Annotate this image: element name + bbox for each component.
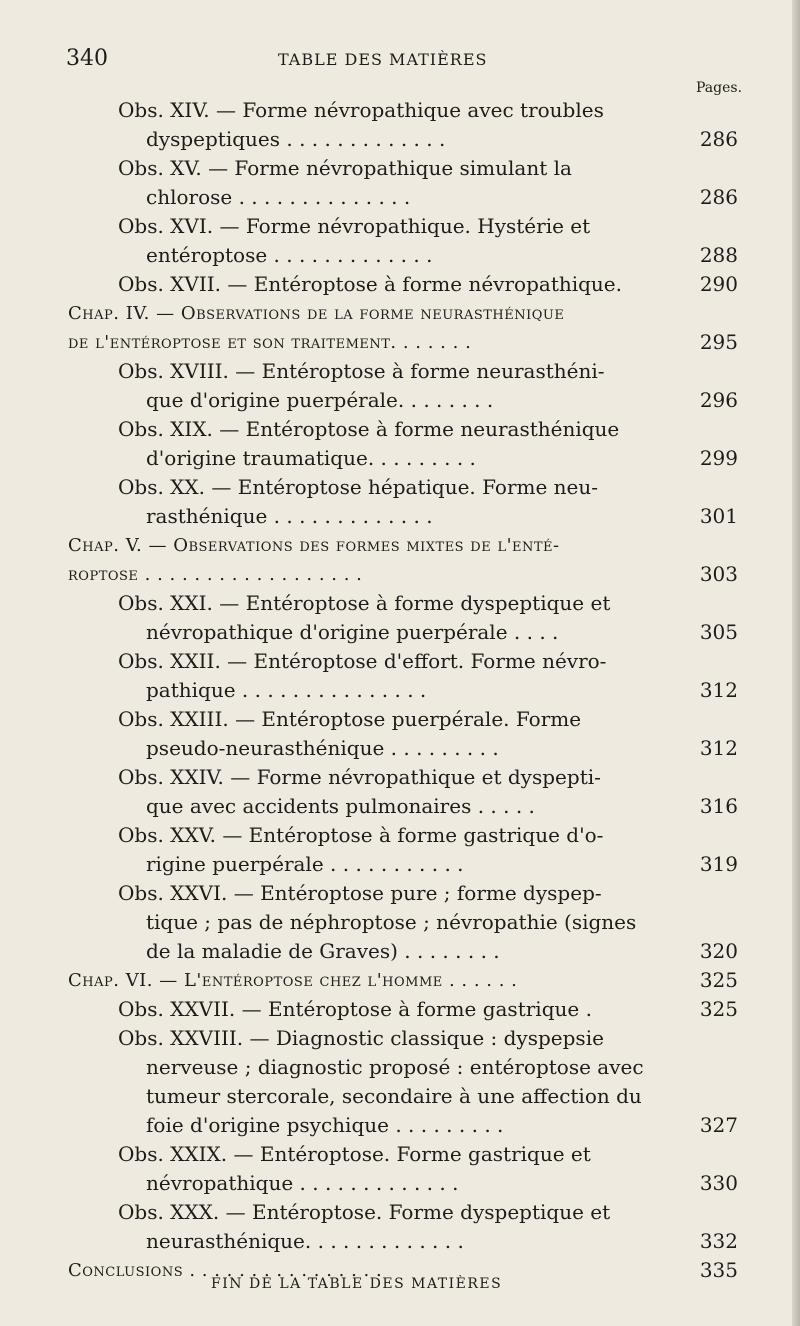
toc-page-number: 335	[699, 1258, 738, 1282]
toc-entry-line	[68, 1111, 738, 1140]
toc-entry-line	[68, 386, 738, 415]
toc-entry-text: d'origine traumatique. . . . . . . . .	[146, 446, 476, 470]
toc-page-number: 286	[699, 185, 738, 209]
toc-page-number: 299	[699, 446, 738, 470]
toc-entry-text: Obs. XXVII. — Entéroptose à forme gastrique .	[118, 997, 592, 1021]
toc-entry-line	[68, 444, 738, 473]
toc-entry-line	[68, 270, 738, 299]
toc-page-number: 320	[699, 939, 738, 963]
toc-entry-text: Obs. XXVIII. — Diagnostic classique : dyspepsie	[118, 1026, 604, 1050]
toc-entry-text: Chap. VI. — L'entéroptose chez l'homme . . . . . .	[68, 970, 518, 991]
toc-entry-line	[68, 1082, 738, 1111]
toc-entry-line	[68, 212, 738, 241]
toc-entry-text: Obs. XXV. — Entéroptose à forme gastrique d'o-	[118, 823, 604, 847]
toc-page-number: 286	[699, 127, 738, 151]
toc-entry-line	[68, 1227, 738, 1256]
toc-entry-line	[68, 183, 738, 212]
toc-entry-text: pseudo-neurasthénique . . . . . . . . .	[146, 736, 499, 760]
toc-entry-text: tumeur stercorale, secondaire à une affection du	[146, 1084, 642, 1108]
toc-page-number: 290	[699, 272, 738, 296]
toc-entry-text: Obs. XVII. — Entéroptose à forme névropathique.	[118, 272, 623, 296]
toc-entry-line	[68, 589, 738, 618]
toc-entry-line	[68, 299, 738, 328]
toc-entry-text: de la maladie de Graves) . . . . . . . .	[146, 939, 500, 963]
toc-entry-line	[68, 995, 738, 1024]
toc-page-number: 330	[699, 1171, 738, 1195]
toc-page-number: 312	[699, 736, 738, 760]
toc-entry-text: Obs. XXIV. — Forme névropathique et dyspepti-	[118, 765, 601, 789]
table-of-contents	[68, 96, 738, 1285]
toc-entry-line	[68, 908, 738, 937]
toc-entry-line	[68, 154, 738, 183]
toc-entry-line	[68, 705, 738, 734]
toc-entry-line	[68, 1140, 738, 1169]
toc-page-number: 303	[699, 562, 738, 586]
toc-entry-text: Obs. XXIII. — Entéroptose puerpérale. Forme	[118, 707, 582, 731]
toc-entry-text: tique ; pas de néphroptose ; névropathie (signes	[146, 910, 637, 934]
toc-entry-line	[68, 676, 738, 705]
toc-entry-text: chlorose . . . . . . . . . . . . . .	[146, 185, 411, 209]
toc-entry-line	[68, 125, 738, 154]
toc-entry-text: nerveuse ; diagnostic proposé : entéroptose avec	[146, 1055, 644, 1079]
toc-entry-line	[68, 1024, 738, 1053]
toc-entry-text: névropathique . . . . . . . . . . . . .	[146, 1171, 459, 1195]
toc-entry-text: Obs. XVI. — Forme névropathique. Hystérie et	[118, 214, 591, 238]
toc-page-number: 312	[699, 678, 738, 702]
toc-entry-text: Chap. IV. — Observations de la forme neurasthénique	[68, 303, 565, 324]
toc-entry-text: foie d'origine psychique . . . . . . . . .	[146, 1113, 504, 1137]
toc-page-number: 295	[699, 330, 738, 354]
toc-entry-line	[68, 763, 738, 792]
toc-entry-line	[68, 647, 738, 676]
toc-entry-text: Obs. XXVI. — Entéroptose pure ; forme dyspep-	[118, 881, 602, 905]
toc-entry-line	[68, 241, 738, 270]
toc-entry-line	[68, 531, 738, 560]
toc-entry-text: dyspeptiques . . . . . . . . . . . . .	[146, 127, 446, 151]
toc-page-number: 288	[699, 243, 738, 267]
running-head: TABLE DES MATIÈRES	[278, 50, 488, 69]
toc-entry-text: que avec accidents pulmonaires . . . . .	[146, 794, 535, 818]
toc-entry-text: rigine puerpérale . . . . . . . . . . .	[146, 852, 464, 876]
toc-entry-text: roptose . . . . . . . . . . . . . . . . . .	[68, 564, 363, 585]
toc-entry-text: entéroptose . . . . . . . . . . . . .	[146, 243, 433, 267]
toc-entry-line	[68, 328, 738, 357]
toc-entry-text: Conclusions . . . . . . . . . . . . . . . .	[68, 1260, 383, 1281]
toc-entry-text: Obs. XXIX. — Entéroptose. Forme gastrique et	[118, 1142, 591, 1166]
toc-entry-line	[68, 966, 738, 995]
toc-entry-text: Obs. XXI. — Entéroptose à forme dyspeptique et	[118, 591, 611, 615]
toc-page-number: 332	[699, 1229, 738, 1253]
pages-column-label: Pages.	[696, 80, 743, 96]
end-of-table-note: FIN DE LA TABLE DES MATIÈRES	[211, 1276, 503, 1292]
toc-entry-line	[68, 357, 738, 386]
toc-entry-line	[68, 560, 738, 589]
toc-entry-text: que d'origine puerpérale. . . . . . . .	[146, 388, 494, 412]
toc-entry-line	[68, 850, 738, 879]
toc-entry-line	[68, 1053, 738, 1082]
toc-entry-text: Obs. XV. — Forme névropathique simulant la	[118, 156, 572, 180]
toc-entry-text: Chap. V. — Observations des formes mixtes de l'enté-	[68, 535, 560, 556]
toc-entry-text: rasthénique . . . . . . . . . . . . .	[146, 504, 433, 528]
toc-entry-line	[68, 473, 738, 502]
toc-page-number: 327	[699, 1113, 738, 1137]
toc-entry-text: Obs. XIV. — Forme névropathique avec troubles	[118, 98, 604, 122]
toc-entry-text: névropathique d'origine puerpérale . . . .	[146, 620, 559, 644]
toc-page-number: 301	[699, 504, 738, 528]
toc-page-number: 325	[699, 968, 738, 992]
toc-page-number: 296	[699, 388, 738, 412]
toc-entry-line	[68, 415, 738, 444]
page-number: 340	[66, 46, 108, 71]
page-edge-shadow	[792, 0, 800, 1326]
toc-page-number: 305	[699, 620, 738, 644]
toc-page-number: 319	[699, 852, 738, 876]
toc-entry-line	[68, 937, 738, 966]
toc-entry-line	[68, 1198, 738, 1227]
page-header	[66, 46, 726, 76]
toc-entry-text: de l'entéroptose et son traitement. . . . . . .	[68, 332, 472, 353]
toc-entry-line	[68, 792, 738, 821]
toc-entry-line	[68, 734, 738, 763]
toc-page-number: 316	[699, 794, 738, 818]
toc-entry-line	[68, 1169, 738, 1198]
toc-entry-line	[68, 821, 738, 850]
toc-entry-text: Obs. XXII. — Entéroptose d'effort. Forme névro-	[118, 649, 607, 673]
toc-entry-text: Obs. XIX. — Entéroptose à forme neurasthénique	[118, 417, 620, 441]
toc-page-number: 325	[699, 997, 738, 1021]
toc-entry-text: Obs. XXX. — Entéroptose. Forme dyspeptique et	[118, 1200, 611, 1224]
toc-entry-text: Obs. XX. — Entéroptose hépatique. Forme neu-	[118, 475, 599, 499]
toc-entry-line	[68, 618, 738, 647]
toc-entry-text: pathique . . . . . . . . . . . . . . .	[146, 678, 427, 702]
toc-entry-text: Obs. XVIII. — Entéroptose à forme neurasthéni-	[118, 359, 605, 383]
toc-entry-text: neurasthénique. . . . . . . . . . . . .	[146, 1229, 464, 1253]
toc-entry-line	[68, 879, 738, 908]
toc-entry-line	[68, 96, 738, 125]
toc-entry-line	[68, 502, 738, 531]
